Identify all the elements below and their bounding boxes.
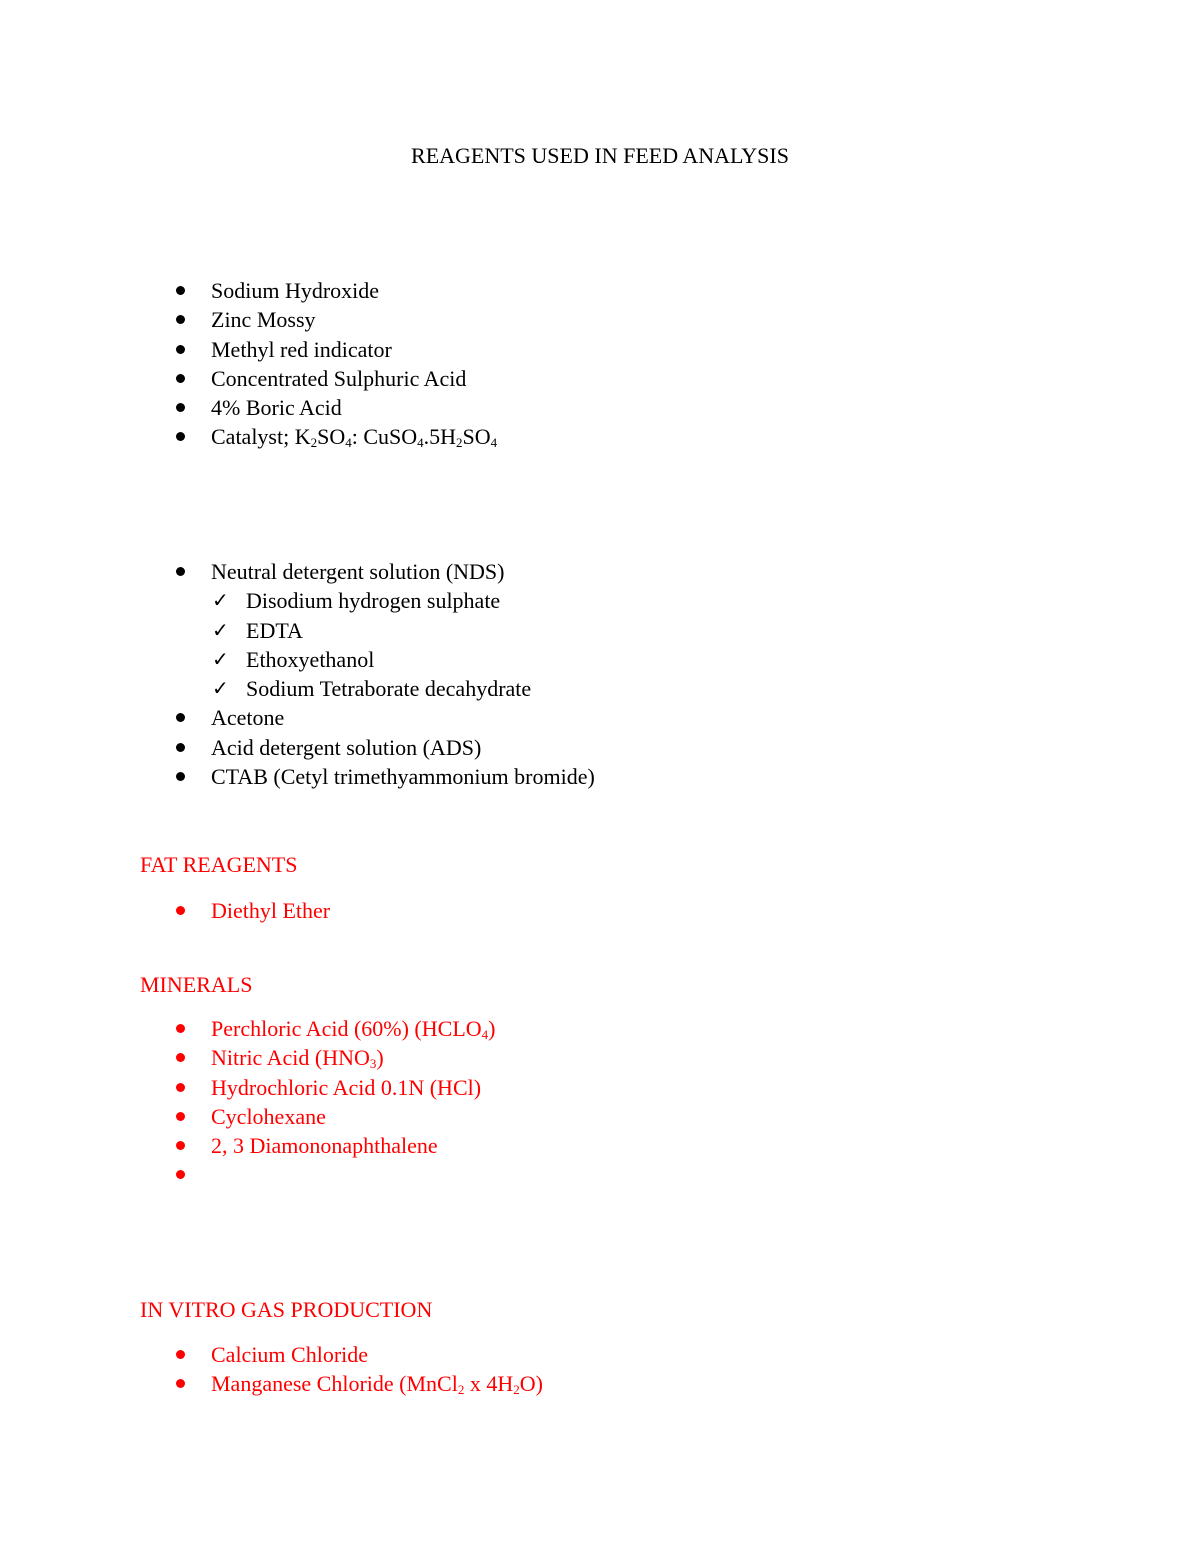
section-heading-minerals: MINERALS bbox=[140, 972, 253, 997]
list-item: Nitric Acid $(HNO_3)$ bbox=[0, 1043, 495, 1072]
bullet-icon bbox=[176, 315, 185, 324]
reagent-list-fibre bbox=[0, 557, 595, 791]
list-item-empty bbox=[0, 1160, 495, 1189]
checkmark-icon: ✓ bbox=[212, 676, 229, 701]
bullet-icon bbox=[176, 1024, 185, 1033]
list-item: Manganese Chloride (MnCl$_2$ x $4H_2O$) bbox=[0, 1369, 543, 1398]
checkmark-icon: ✓ bbox=[212, 617, 229, 642]
list-item-catalyst bbox=[0, 422, 497, 451]
section-heading-gas: IN VITRO GAS PRODUCTION bbox=[140, 1297, 433, 1322]
reagent-list-minerals bbox=[0, 1014, 495, 1190]
list-item: Perchloric Acid (60%) $(HCLO_4)$ bbox=[0, 1014, 495, 1043]
bullet-icon bbox=[176, 403, 185, 412]
section-heading-fat: FAT REAGENTS bbox=[140, 852, 298, 877]
reagent-list-protein bbox=[0, 276, 497, 452]
checkmark-icon: ✓ bbox=[212, 646, 229, 671]
bullet-icon bbox=[176, 1350, 185, 1359]
list-item: Diethyl Ether bbox=[0, 896, 330, 925]
list-item: Hydrochloric Acid 0.1N (HCl) bbox=[0, 1073, 495, 1102]
checkmark-icon: ✓ bbox=[212, 588, 229, 613]
bullet-icon bbox=[176, 906, 185, 915]
bullet-icon bbox=[176, 743, 185, 752]
list-item: CTAB (Cetyl trimethyammonium bromide) bbox=[0, 762, 595, 791]
list-item: Neutral detergent solution (NDS) bbox=[0, 557, 595, 586]
list-item: 2, 3 Diamononaphthalene bbox=[0, 1131, 495, 1160]
bullet-icon bbox=[176, 286, 185, 295]
list-item: Methyl red indicator bbox=[0, 335, 497, 364]
sub-list-item: ✓ Sodium Tetraborate decahydrate bbox=[212, 676, 532, 702]
bullet-icon bbox=[176, 567, 185, 576]
bullet-icon bbox=[176, 1053, 185, 1062]
bullet-icon bbox=[176, 432, 185, 441]
sub-list-item: ✓ Disodium hydrogen sulphate bbox=[212, 588, 501, 614]
bullet-icon bbox=[176, 772, 185, 781]
catalyst-formula: Catalyst; $K_2SO_4$: $CuSO_4.5H_2SO_4$ bbox=[211, 424, 498, 451]
list-item: Concentrated Sulphuric Acid bbox=[0, 364, 497, 393]
bullet-icon bbox=[176, 345, 185, 354]
list-item: Calcium Chloride bbox=[0, 1340, 543, 1369]
bullet-icon bbox=[176, 1379, 185, 1388]
bullet-icon bbox=[176, 1170, 185, 1179]
bullet-icon bbox=[176, 713, 185, 722]
reagent-list-fat bbox=[0, 896, 330, 925]
list-item: 4% Boric Acid bbox=[0, 393, 497, 422]
bullet-icon bbox=[176, 374, 185, 383]
bullet-icon bbox=[176, 1083, 185, 1092]
list-item: Zinc Mossy bbox=[0, 305, 497, 334]
sub-list-item: ✓ EDTA bbox=[212, 617, 303, 643]
list-item: Acid detergent solution (ADS) bbox=[0, 733, 595, 762]
sub-list-item: ✓ Ethoxyethanol bbox=[212, 646, 375, 672]
reagent-list-gas bbox=[0, 1340, 543, 1399]
list-item: Acetone bbox=[0, 703, 595, 732]
bullet-icon bbox=[176, 1141, 185, 1150]
bullet-icon bbox=[176, 1112, 185, 1121]
list-item: Cyclohexane bbox=[0, 1102, 495, 1131]
list-item: Sodium Hydroxide bbox=[0, 276, 497, 305]
document-title: REAGENTS USED IN FEED ANALYSIS bbox=[411, 143, 789, 168]
